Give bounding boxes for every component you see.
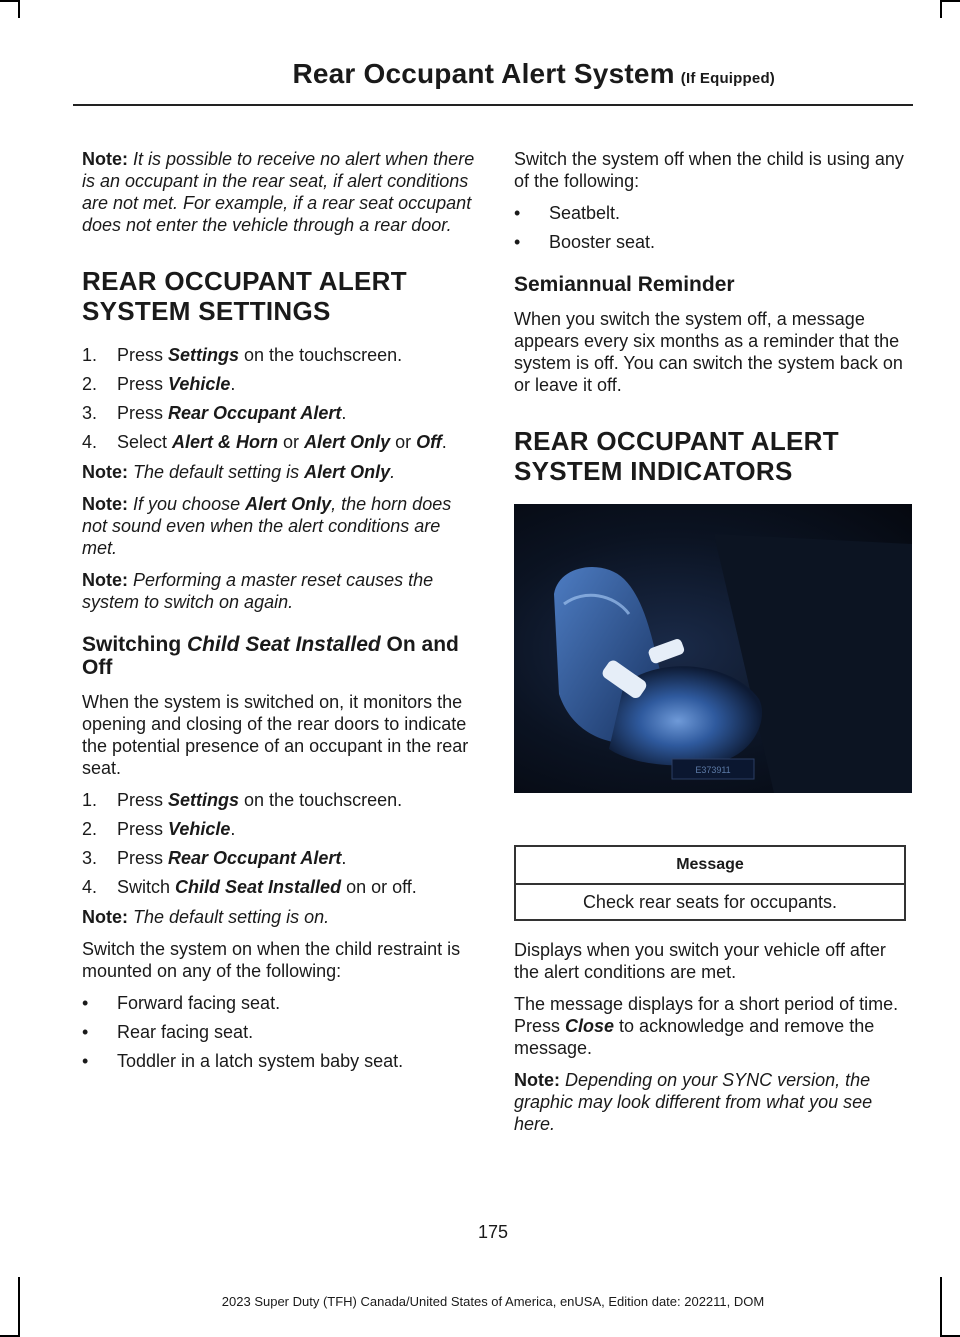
step-text: Switch: [117, 877, 176, 897]
step-number: 3.: [82, 848, 98, 868]
step-emphasis: Child Seat Installed: [175, 877, 342, 897]
step-emphasis: Settings: [168, 790, 240, 810]
right-column: [514, 148, 912, 1145]
note-no-alert: [82, 148, 480, 236]
step-item: [82, 431, 480, 453]
table-cell-message: Check rear seats for occupants.: [515, 884, 905, 920]
note-text: .: [390, 462, 396, 482]
step-text: Press: [117, 848, 169, 868]
message-table: [514, 845, 906, 921]
table-header-message: Message: [515, 846, 905, 884]
image-code-label: E373911: [695, 765, 731, 775]
paragraph-switch-off: Switch the system off when the child is using any of the following:: [514, 149, 904, 191]
step-item: [82, 818, 480, 840]
step-item: [82, 876, 480, 898]
subheading-text: Switching: [82, 633, 187, 656]
bullet-glyph: •: [514, 203, 521, 223]
note-alert-only: [82, 493, 480, 559]
section-heading-settings: [82, 266, 480, 326]
step-text: Press: [117, 345, 169, 365]
paragraph-text: The message displays for a short period of time. Press: [514, 994, 899, 1036]
paragraph-semiannual: When you switch the system off, a message appears every six months as a reminder that the system is off. You can switch the system back on or leave it off.: [514, 309, 903, 395]
bullet-glyph: •: [514, 232, 521, 252]
header-title-text: Rear Occupant Alert System: [292, 58, 675, 89]
child-seat-photo: [514, 504, 912, 793]
heading-line-2: SYSTEM INDICATORS: [514, 456, 793, 486]
bullet-item: [514, 202, 912, 224]
note-default-on: [82, 906, 480, 928]
switch-on-bullets: [82, 992, 480, 1072]
left-column: [82, 148, 480, 1080]
step-emphasis: Rear Occupant Alert: [168, 403, 342, 423]
switch-off-bullets: [514, 202, 912, 253]
step-text: on the touchscreen.: [239, 790, 403, 810]
table-row: [515, 884, 905, 920]
page-footer: 2023 Super Duty (TFH) Canada/United States of America, enUSA, Edition date: 202211, DOM: [221, 1294, 765, 1309]
step-text: .: [230, 374, 236, 394]
note-label: Note:: [514, 1070, 560, 1090]
settings-steps: [82, 344, 480, 453]
heading-line-1: REAR OCCUPANT ALERT: [82, 266, 407, 296]
note-label: Note:: [82, 570, 128, 590]
note-text: The default setting is on.: [133, 907, 330, 927]
note-label: Note:: [82, 462, 128, 482]
note-master-reset: [82, 569, 480, 613]
step-text: .: [441, 432, 447, 452]
subheading-switching: [82, 633, 480, 679]
heading-line-2: SYSTEM SETTINGS: [82, 296, 331, 326]
step-emphasis: Vehicle: [168, 819, 231, 839]
step-item: [82, 344, 480, 366]
harness-pad-right: [647, 638, 685, 665]
step-emphasis: Off: [416, 432, 442, 452]
heading-line-1: REAR OCCUPANT ALERT: [514, 426, 839, 456]
note-text: It is possible to receive no alert when there is an occupant in the rear seat, if alert conditions are not met. For example, if a rear seat occupant does not enter the vehicle through a rear door.: [82, 149, 475, 235]
step-item: [82, 402, 480, 424]
step-item: [82, 373, 480, 395]
step-number: 3.: [82, 403, 98, 423]
step-text: Press: [117, 790, 169, 810]
note-emphasis: Alert Only: [245, 494, 332, 514]
bullet-text: Toddler in a latch system baby seat.: [117, 1051, 404, 1071]
step-text: .: [341, 403, 347, 423]
crop-mark-top-right: [940, 0, 960, 2]
paragraph-message-duration: [514, 993, 912, 1059]
section-heading-indicators: [514, 426, 912, 486]
crop-mark-top-left: [18, 0, 20, 18]
step-number: 1.: [82, 345, 98, 365]
bullet-text: Booster seat.: [549, 232, 656, 252]
step-emphasis: Alert Only: [304, 432, 391, 452]
step-number: 4.: [82, 432, 98, 452]
step-emphasis: Alert & Horn: [172, 432, 279, 452]
bullet-text: Rear facing seat.: [117, 1022, 254, 1042]
subheading-text: On and Off: [82, 633, 459, 679]
bullet-item: [82, 1050, 480, 1072]
bullet-text: Forward facing seat.: [117, 993, 281, 1013]
note-text: If you choose: [133, 494, 246, 514]
page-number: 175: [477, 1222, 509, 1242]
note-text: Performing a master reset causes the system to switch on again.: [82, 570, 434, 612]
paragraph-switch-description: When the system is switched on, it monitors the opening and closing of the rear doors to indicate the potential presence of an occupant in the rear seat.: [82, 692, 469, 778]
note-label: Note:: [82, 494, 128, 514]
note-sync-version: [514, 1069, 912, 1135]
step-item: [82, 847, 480, 869]
bullet-item: [82, 992, 480, 1014]
step-number: 2.: [82, 374, 98, 394]
note-text: The default setting is: [133, 462, 305, 482]
step-text: or: [390, 432, 417, 452]
step-text: Press: [117, 819, 169, 839]
step-text: Press: [117, 374, 169, 394]
bullet-text: Seatbelt.: [549, 203, 621, 223]
bullet-glyph: •: [82, 1051, 89, 1071]
paragraph-displays: Displays when you switch your vehicle off after the alert conditions are met.: [514, 940, 886, 982]
step-text: .: [341, 848, 347, 868]
step-emphasis: Rear Occupant Alert: [168, 848, 342, 868]
bullet-item: [514, 231, 912, 253]
paragraph-emphasis: Close: [565, 1016, 615, 1036]
table-header-row: [515, 846, 905, 884]
paragraph-text: to acknowledge and remove the message.: [514, 1016, 875, 1058]
step-item: [82, 789, 480, 811]
paragraph-switch-on: Switch the system on when the child restraint is mounted on any of the following:: [82, 939, 461, 981]
header-subtitle: (If Equipped): [680, 70, 775, 87]
note-text: Depending on your SYNC version, the graphic may look different from what you see here.: [514, 1070, 873, 1134]
crop-mark-top-left: [0, 0, 20, 2]
step-number: 2.: [82, 819, 98, 839]
note-emphasis: Alert Only: [304, 462, 391, 482]
subheading-emphasis: Child Seat Installed: [187, 633, 381, 656]
step-text: Select: [117, 432, 173, 452]
step-text: on or off.: [341, 877, 417, 897]
page-header-title: [292, 58, 775, 90]
bullet-glyph: •: [82, 1022, 89, 1042]
bullet-item: [82, 1021, 480, 1043]
bullet-glyph: •: [82, 993, 89, 1013]
step-number: 4.: [82, 877, 98, 897]
step-number: 1.: [82, 790, 98, 810]
child-seat-illustration: [514, 504, 912, 793]
note-text: , the horn does not sound even when the alert conditions are met.: [82, 494, 452, 558]
step-text: .: [230, 819, 236, 839]
step-text: on the touchscreen.: [239, 345, 403, 365]
note-label: Note:: [82, 149, 128, 169]
step-text: Press: [117, 403, 169, 423]
step-emphasis: Vehicle: [168, 374, 231, 394]
crop-mark-top-right: [940, 0, 942, 18]
child-seat-steps: [82, 789, 480, 898]
step-text: or: [278, 432, 305, 452]
step-emphasis: Settings: [168, 345, 240, 365]
header-rule: [73, 104, 913, 106]
subheading-semiannual: Semiannual Reminder: [514, 273, 735, 296]
note-default-setting: [82, 461, 480, 483]
note-label: Note:: [82, 907, 128, 927]
rear-seat-shadow: [714, 534, 912, 793]
